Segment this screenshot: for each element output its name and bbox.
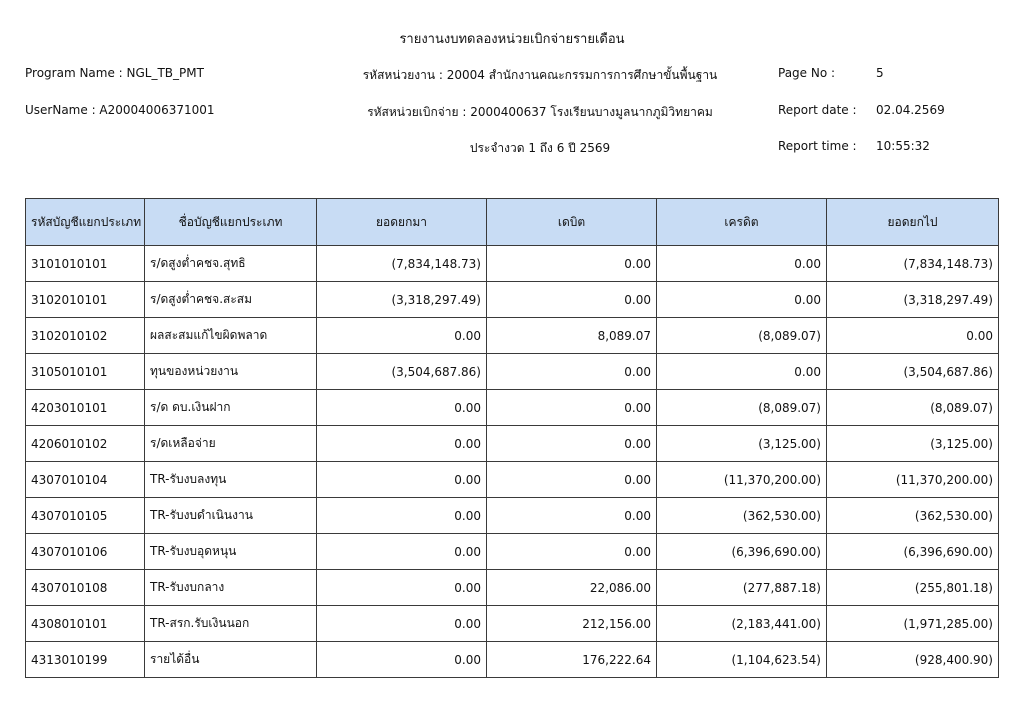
cell-account-code: 4307010106: [26, 534, 145, 570]
cell-closing-balance: (3,125.00): [827, 426, 999, 462]
header-debit: เดบิต: [487, 199, 657, 246]
agency-line: รหัสหน่วยงาน : 20004 สำนักงานคณะกรรมการการศึกษาขั้นพื้นฐาน: [362, 68, 718, 82]
table-row: [26, 318, 999, 354]
cell-opening-balance: (7,834,148.73): [317, 246, 487, 282]
cell-debit: 176,222.64: [487, 642, 657, 678]
cell-credit: (11,370,200.00): [657, 462, 827, 498]
table-row: [26, 462, 999, 498]
page-no-label: Page No :: [778, 66, 836, 80]
table-row: [26, 426, 999, 462]
trial-balance-table: [25, 198, 999, 678]
cell-closing-balance: (362,530.00): [827, 498, 999, 534]
table-row: [26, 642, 999, 678]
cell-account-code: 3101010101: [26, 246, 145, 282]
cell-account-code: 4307010108: [26, 570, 145, 606]
cell-account-name: TR-รับงบลงทุน: [145, 462, 317, 498]
cell-closing-balance: (1,971,285.00): [827, 606, 999, 642]
cell-closing-balance: (928,400.90): [827, 642, 999, 678]
cell-account-name: ร/ดสูงต่ำคชจ.สุทธิ: [145, 246, 317, 282]
cell-account-code: 3102010102: [26, 318, 145, 354]
cell-debit: 0.00: [487, 426, 657, 462]
cell-account-code: 4206010102: [26, 426, 145, 462]
cell-debit: 8,089.07: [487, 318, 657, 354]
cell-credit: (8,089.07): [657, 318, 827, 354]
cell-account-code: 4313010199: [26, 642, 145, 678]
cell-credit: (277,887.18): [657, 570, 827, 606]
cell-debit: 0.00: [487, 246, 657, 282]
cell-closing-balance: (8,089.07): [827, 390, 999, 426]
cell-credit: (1,104,623.54): [657, 642, 827, 678]
cell-account-name: ร/ดเหลือจ่าย: [145, 426, 317, 462]
cell-opening-balance: (3,504,687.86): [317, 354, 487, 390]
cell-opening-balance: 0.00: [317, 390, 487, 426]
cell-opening-balance: 0.00: [317, 462, 487, 498]
cell-account-code: 4307010105: [26, 498, 145, 534]
table-row: [26, 534, 999, 570]
cell-debit: 212,156.00: [487, 606, 657, 642]
table-row: [26, 282, 999, 318]
cell-debit: 0.00: [487, 390, 657, 426]
cell-opening-balance: 0.00: [317, 642, 487, 678]
cell-credit: 0.00: [657, 354, 827, 390]
cell-account-code: 4308010101: [26, 606, 145, 642]
cell-account-name: ผลสะสมแก้ไขผิดพลาด: [145, 318, 317, 354]
table-row: [26, 354, 999, 390]
cell-account-name: TR-สรก.รับเงินนอก: [145, 606, 317, 642]
cell-closing-balance: (255,801.18): [827, 570, 999, 606]
cell-account-name: ทุนของหน่วยงาน: [145, 354, 317, 390]
cell-closing-balance: 0.00: [827, 318, 999, 354]
report-time-label: Report time :: [778, 139, 857, 153]
cell-account-name: TR-รับงบดำเนินงาน: [145, 498, 317, 534]
cell-debit: 22,086.00: [487, 570, 657, 606]
header-closing-balance: ยอดยกไป: [827, 199, 999, 246]
cell-credit: (8,089.07): [657, 390, 827, 426]
cell-opening-balance: 0.00: [317, 318, 487, 354]
cell-opening-balance: 0.00: [317, 534, 487, 570]
cell-debit: 0.00: [487, 462, 657, 498]
cell-opening-balance: 0.00: [317, 498, 487, 534]
header-account-name: ชื่อบัญชีแยกประเภท: [145, 199, 317, 246]
cell-account-code: 3105010101: [26, 354, 145, 390]
report-title: รายงานงบทดลองหน่วยเบิกจ่ายรายเดือน: [399, 32, 625, 47]
cell-debit: 0.00: [487, 354, 657, 390]
header-credit: เครดิต: [657, 199, 827, 246]
report-time-value: 10:55:32: [876, 139, 930, 153]
cell-credit: (3,125.00): [657, 426, 827, 462]
cell-debit: 0.00: [487, 498, 657, 534]
report-date-value: 02.04.2569: [876, 103, 945, 117]
cell-credit: (362,530.00): [657, 498, 827, 534]
cell-account-code: 3102010101: [26, 282, 145, 318]
cell-closing-balance: (11,370,200.00): [827, 462, 999, 498]
program-name: Program Name : NGL_TB_PMT: [25, 66, 204, 80]
table-row: [26, 246, 999, 282]
table-header-row: [26, 199, 999, 246]
header-account-code: รหัสบัญชีแยกประเภท: [26, 199, 145, 246]
cell-credit: 0.00: [657, 246, 827, 282]
cell-opening-balance: 0.00: [317, 426, 487, 462]
period-line: ประจำงวด 1 ถึง 6 ปี 2569: [469, 141, 611, 155]
page-no-value: 5: [876, 66, 884, 80]
cell-account-name: รายได้อื่น: [145, 642, 317, 678]
cell-debit: 0.00: [487, 534, 657, 570]
cell-closing-balance: (3,318,297.49): [827, 282, 999, 318]
cell-opening-balance: 0.00: [317, 570, 487, 606]
cell-account-name: ร/ด ดบ.เงินฝาก: [145, 390, 317, 426]
table-row: [26, 606, 999, 642]
user-name: UserName : A20004006371001: [25, 103, 215, 117]
cell-closing-balance: (3,504,687.86): [827, 354, 999, 390]
cell-credit: 0.00: [657, 282, 827, 318]
table-row: [26, 390, 999, 426]
cell-debit: 0.00: [487, 282, 657, 318]
table-row: [26, 570, 999, 606]
cell-account-name: ร/ดสูงต่ำคชจ.สะสม: [145, 282, 317, 318]
cell-account-name: TR-รับงบกลาง: [145, 570, 317, 606]
cell-closing-balance: (6,396,690.00): [827, 534, 999, 570]
cell-opening-balance: (3,318,297.49): [317, 282, 487, 318]
cell-credit: (2,183,441.00): [657, 606, 827, 642]
cell-closing-balance: (7,834,148.73): [827, 246, 999, 282]
table-row: [26, 498, 999, 534]
header-opening-balance: ยอดยกมา: [317, 199, 487, 246]
report-date-label: Report date :: [778, 103, 857, 117]
cell-account-code: 4203010101: [26, 390, 145, 426]
disbursement-unit-line: รหัสหน่วยเบิกจ่าย : 2000400637 โรงเรียนบางมูลนากภูมิวิทยาคม: [367, 105, 713, 119]
cell-account-name: TR-รับงบอุดหนุน: [145, 534, 317, 570]
cell-account-code: 4307010104: [26, 462, 145, 498]
cell-opening-balance: 0.00: [317, 606, 487, 642]
cell-credit: (6,396,690.00): [657, 534, 827, 570]
